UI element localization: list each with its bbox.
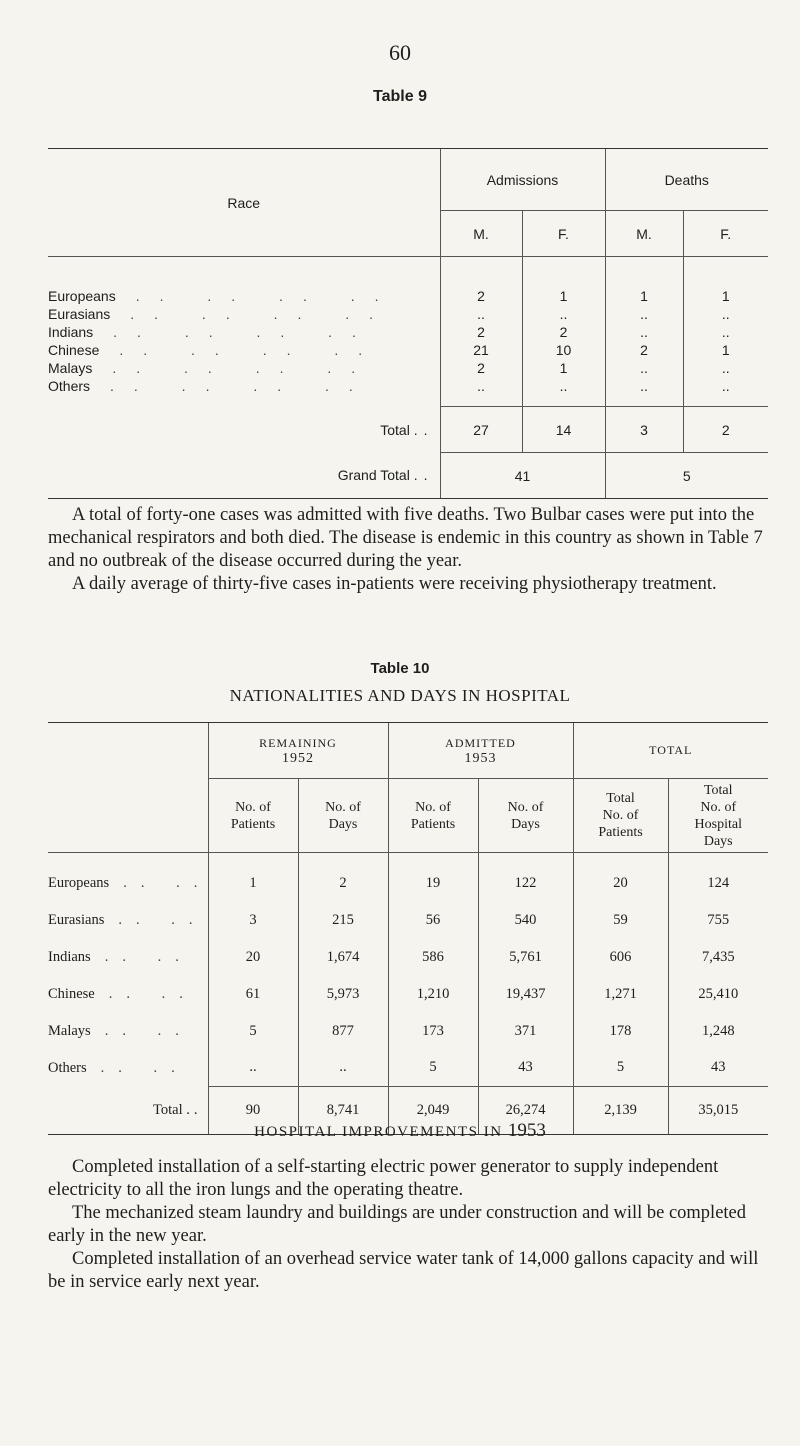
race-label: Malays: [48, 359, 93, 376]
admissions-header: Admissions: [486, 171, 559, 188]
t10-total-ad: 26,274: [478, 1087, 573, 1135]
table9: [48, 148, 768, 499]
table9-row: Eurasians .. .. .. .. .. .. .. ..: [48, 305, 768, 323]
rem-days-header: No. of Days: [298, 779, 388, 853]
summary-paragraph-1: A total of forty-one cases was admitted with five deaths. Two Bulbar cases were put into the mechanical respirators and both died. The disease is endemic in this country as shown in Table 7 and no outbreak of the disease occurred during the year.: [48, 505, 763, 571]
race-label: Eurasians: [48, 305, 111, 322]
table9-caption: Table 9: [373, 88, 427, 105]
grand-total-deaths: 5: [605, 453, 768, 499]
adm-f-header: F.: [522, 211, 605, 257]
admissions-summary: [48, 504, 768, 596]
table9-cell-dea_m: 2: [605, 341, 683, 359]
table10-cell-tp: 5: [573, 1050, 668, 1087]
summary-paragraph-2: A daily average of thirty-five cases in-patients were receiving physiotherapy treatment.: [72, 574, 717, 594]
table9-row: Indians .. .. .. .. 2 2 .. ..: [48, 323, 768, 341]
table9-cell-adm_m: ..: [440, 377, 522, 395]
admitted-year: 1953: [464, 750, 497, 766]
total-adm-m: 27: [440, 407, 522, 453]
race-header: Race: [227, 194, 261, 211]
table10-cell-rd: 5,973: [298, 976, 388, 1013]
table10-cell-tp: 606: [573, 939, 668, 976]
table10-title: NATIONALITIES AND DAYS IN HOSPITAL: [229, 686, 571, 705]
t10-total-ap: 2,049: [388, 1087, 478, 1135]
race-label: Others: [48, 377, 91, 394]
table10-cell-rd: 877: [298, 1013, 388, 1050]
dea-f-header: F.: [683, 211, 768, 257]
deaths-header: Deaths: [664, 171, 709, 188]
table10-cell-td: 43: [668, 1050, 768, 1087]
adm-m-header: M.: [440, 211, 522, 257]
table10-cell-ad: 43: [478, 1050, 573, 1087]
table10-cell-ad: 122: [478, 865, 573, 902]
total-days-header: Total No. of Hospital Days: [668, 779, 768, 853]
table9-cell-dea_f: 1: [683, 341, 768, 359]
table9-cell-adm_m: 2: [440, 359, 522, 377]
table9-grand-total-row: Grand Total .. 41 5: [48, 453, 768, 499]
table10-cell-rd: 2: [298, 865, 388, 902]
table10-cell-rp: 61: [208, 976, 298, 1013]
nationality-label: Chinese: [48, 985, 95, 1002]
improvements-paragraph-3: Completed installation of an overhead service water tank of 14,000 gallons capacity and will be in service early next year.: [48, 1249, 759, 1292]
table10-row: Chinese .. .. 61 5,973 1,210 19,437 1,271 25,410: [48, 976, 768, 1013]
total-dea-m: 3: [605, 407, 683, 453]
table9-cell-adm_f: ..: [522, 305, 605, 323]
table10: [48, 722, 768, 1135]
remaining-year: 1952: [282, 750, 314, 766]
table10-cell-rp: 20: [208, 939, 298, 976]
table10-cell-rp: 5: [208, 1013, 298, 1050]
table10-cell-ap: 1,210: [388, 976, 478, 1013]
table9-cell-adm_f: 10: [522, 341, 605, 359]
table9-cell-adm_m: 2: [440, 287, 522, 305]
table10-cell-rd: 215: [298, 902, 388, 939]
nationality-label: Europeans: [48, 874, 110, 891]
table10-cell-ap: 56: [388, 902, 478, 939]
t10-total-rp: 90: [208, 1087, 298, 1135]
adm-days-header: No. of Days: [478, 779, 573, 853]
improvements-text: [48, 1156, 768, 1294]
page-number: 60: [389, 40, 411, 65]
table9-cell-dea_f: 1: [683, 287, 768, 305]
table9-row: Malays .. .. .. .. 2 1 .. ..: [48, 359, 768, 377]
improvements-heading: HOSPITAL IMPROVEMENTS IN 1953: [254, 1120, 546, 1141]
nationality-label: Indians: [48, 948, 91, 965]
table10-cell-rd: 1,674: [298, 939, 388, 976]
table9-row: Europeans .. .. .. .. 2 1 1 1: [48, 287, 768, 305]
table10-cell-ap: 173: [388, 1013, 478, 1050]
table9-cell-adm_m: 2: [440, 323, 522, 341]
dea-m-header: M.: [605, 211, 683, 257]
table9-total-row: Total .. 27 14 3 2: [48, 407, 768, 453]
admitted-header: ADMITTED: [445, 735, 516, 750]
race-label: Indians: [48, 323, 94, 340]
t10-total-tp: 2,139: [573, 1087, 668, 1135]
table10-row: Europeans .. .. 1 2 19 122 20 124: [48, 865, 768, 902]
table9-cell-adm_f: 1: [522, 287, 605, 305]
table10-cell-ad: 540: [478, 902, 573, 939]
table10-row: Indians .. .. 20 1,674 586 5,761 606 7,435: [48, 939, 768, 976]
table10-total-row: Total .. 90 8,741 2,049 26,274 2,139 35,015: [48, 1087, 768, 1135]
table9-cell-adm_f: ..: [522, 377, 605, 395]
adm-patients-header: No. of Patients: [388, 779, 478, 853]
table9-cell-adm_f: 1: [522, 359, 605, 377]
table9-cell-adm_f: 2: [522, 323, 605, 341]
grand-total-admissions: 41: [440, 453, 605, 499]
table9-cell-dea_f: ..: [683, 323, 768, 341]
nationality-label: Malays: [48, 1022, 91, 1039]
t10-total-label: Total: [153, 1101, 183, 1118]
table10-cell-ap: 586: [388, 939, 478, 976]
total-label: Total: [380, 421, 410, 438]
table9-cell-dea_m: ..: [605, 323, 683, 341]
race-label: Europeans: [48, 287, 116, 304]
t10-total-rd: 8,741: [298, 1087, 388, 1135]
remaining-header: REMAINING: [259, 735, 337, 750]
table10-cell-td: 1,248: [668, 1013, 768, 1050]
table10-cell-ap: 5: [388, 1050, 478, 1087]
improvements-paragraph-2: The mechanized steam laundry and buildings are under construction and will be completed early in the new year.: [48, 1203, 747, 1246]
table10-cell-ad: 5,761: [478, 939, 573, 976]
improvements-paragraph-1: Completed installation of a self-starting electric power generator to supply independent electricity to all the iron lungs and the operating theatre.: [48, 1157, 719, 1200]
table9-cell-dea_f: ..: [683, 305, 768, 323]
total-adm-f: 14: [522, 407, 605, 453]
table10-cell-ap: 19: [388, 865, 478, 902]
table9-cell-adm_m: 21: [440, 341, 522, 359]
table10-cell-rp: ..: [208, 1050, 298, 1087]
table10-caption: Table 10: [370, 660, 430, 677]
table9-cell-dea_m: ..: [605, 359, 683, 377]
table10-cell-td: 124: [668, 865, 768, 902]
nationality-label: Others: [48, 1059, 87, 1076]
table9-row: Chinese .. .. .. .. 21 10 2 1: [48, 341, 768, 359]
table9-cell-dea_f: ..: [683, 359, 768, 377]
table10-cell-td: 25,410: [668, 976, 768, 1013]
table9-cell-dea_m: ..: [605, 377, 683, 395]
table10-cell-rp: 1: [208, 865, 298, 902]
table10-cell-td: 755: [668, 902, 768, 939]
nationality-label: Eurasians: [48, 911, 105, 928]
table10-cell-td: 7,435: [668, 939, 768, 976]
table10-row: Eurasians .. .. 3 215 56 540 59 755: [48, 902, 768, 939]
total-group-header: TOTAL: [649, 743, 693, 757]
t10-total-td: 35,015: [668, 1087, 768, 1135]
table9-cell-adm_m: ..: [440, 305, 522, 323]
table10-cell-rp: 3: [208, 902, 298, 939]
table10-cell-tp: 20: [573, 865, 668, 902]
table9-cell-dea_f: ..: [683, 377, 768, 395]
table10-cell-ad: 371: [478, 1013, 573, 1050]
table9-row: Others .. .. .. .. .. .. .. ..: [48, 377, 768, 395]
table10-cell-tp: 178: [573, 1013, 668, 1050]
table9-cell-dea_m: ..: [605, 305, 683, 323]
total-dea-f: 2: [683, 407, 768, 453]
table9-cell-dea_m: 1: [605, 287, 683, 305]
table10-cell-tp: 59: [573, 902, 668, 939]
table10-row: Others .. .. .. .. 5 43 5 43: [48, 1050, 768, 1087]
table10-cell-tp: 1,271: [573, 976, 668, 1013]
grand-total-label: Grand Total: [337, 467, 410, 484]
race-label: Chinese: [48, 341, 100, 358]
total-patients-header: Total No. of Patients: [573, 779, 668, 853]
table10-cell-rd: ..: [298, 1050, 388, 1087]
table10-cell-ad: 19,437: [478, 976, 573, 1013]
table10-row: Malays .. .. 5 877 173 371 178 1,248: [48, 1013, 768, 1050]
rem-patients-header: No. of Patients: [208, 779, 298, 853]
